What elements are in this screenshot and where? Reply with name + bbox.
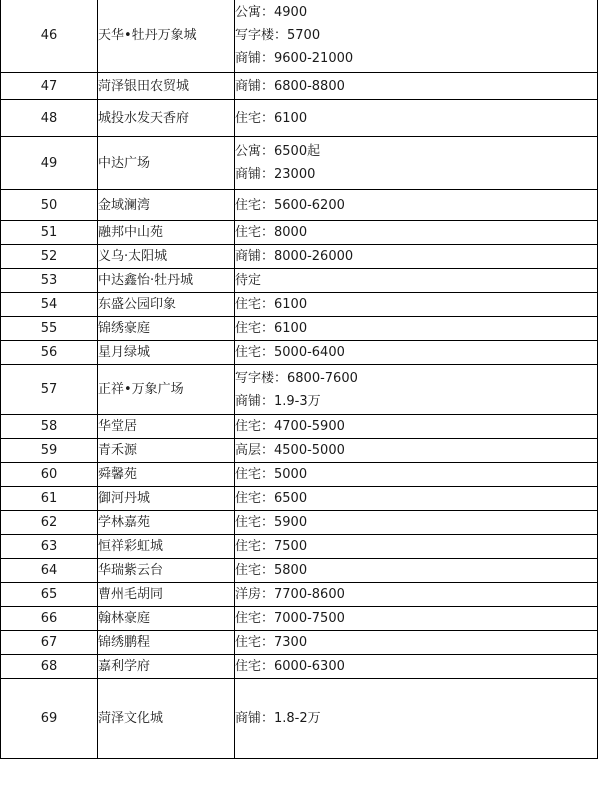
- price-line: 写字楼：5700: [235, 27, 321, 43]
- project-name: 融邦中山苑: [98, 221, 235, 245]
- project-name: 翰林豪庭: [98, 607, 235, 631]
- project-name: 中达鑫怡·牡丹城: [98, 269, 235, 293]
- price-line: 商铺：1.8-2万: [235, 711, 321, 726]
- table-row: [1, 679, 598, 759]
- row-number: 51: [1, 221, 98, 245]
- price-cell: [235, 293, 598, 317]
- row-number: 63: [1, 535, 98, 559]
- project-name: 金域澜湾: [98, 190, 235, 221]
- price-line: 住宅：7000-7500: [235, 611, 345, 626]
- project-name: 星月绿城: [98, 341, 235, 365]
- project-name: 城投水发天香府: [98, 100, 235, 137]
- price-line: 商铺：6800-8800: [235, 78, 345, 94]
- table-row: [1, 655, 598, 679]
- project-name: 菏泽文化城: [98, 679, 235, 759]
- table-row: [1, 365, 598, 415]
- price-line: 住宅：6000-6300: [235, 659, 345, 674]
- project-name: 御河丹城: [98, 487, 235, 511]
- table-row: [1, 221, 598, 245]
- price-line: 公寓：6500起: [235, 144, 321, 159]
- row-number: 46: [1, 0, 98, 73]
- project-name: 锦绣鹏程: [98, 631, 235, 655]
- row-number: 49: [1, 137, 98, 190]
- project-name: 嘉利学府: [98, 655, 235, 679]
- price-line: 商铺：1.9-3万: [235, 393, 321, 409]
- price-line: 商铺：23000: [235, 167, 316, 182]
- price-line: 洋房：7700-8600: [235, 587, 345, 602]
- row-number: 59: [1, 439, 98, 463]
- table-row: [1, 269, 598, 293]
- price-cell: [235, 679, 598, 759]
- price-line: 待定: [235, 273, 262, 288]
- project-name: 菏泽银田农贸城: [98, 73, 235, 100]
- project-name: 恒祥彩虹城: [98, 535, 235, 559]
- table-row: [1, 463, 598, 487]
- price-cell: [235, 221, 598, 245]
- price-line: 住宅：5000-6400: [235, 345, 345, 360]
- price-line: 住宅：6100: [235, 321, 308, 336]
- row-number: 48: [1, 100, 98, 137]
- project-name: 正祥•万象广场: [98, 365, 235, 415]
- price-cell: [235, 190, 598, 221]
- price-cell: [235, 0, 598, 73]
- price-cell: [235, 655, 598, 679]
- price-cell: [235, 439, 598, 463]
- row-number: 52: [1, 245, 98, 269]
- price-cell: [235, 583, 598, 607]
- price-line: 写字楼：6800-7600: [235, 370, 358, 386]
- price-cell: [235, 463, 598, 487]
- project-name: 舜馨苑: [98, 463, 235, 487]
- table-row: [1, 607, 598, 631]
- row-number: 66: [1, 607, 98, 631]
- row-number: 64: [1, 559, 98, 583]
- price-line: 商铺：9600-21000: [235, 50, 354, 66]
- price-cell: [235, 73, 598, 100]
- row-number: 47: [1, 73, 98, 100]
- price-line: 高层：4500-5000: [235, 443, 345, 458]
- project-name: 东盛公园印象: [98, 293, 235, 317]
- price-line: 住宅：5000: [235, 467, 308, 482]
- price-line: 住宅：7300: [235, 635, 308, 650]
- table-row: [1, 100, 598, 137]
- table-row: [1, 0, 598, 73]
- row-number: 58: [1, 415, 98, 439]
- row-number: 55: [1, 317, 98, 341]
- price-table-body: [1, 0, 598, 759]
- price-cell: [235, 269, 598, 293]
- table-row: [1, 245, 598, 269]
- table-row: [1, 317, 598, 341]
- price-line: 住宅：6100: [235, 297, 308, 312]
- project-name: 曹州毛胡同: [98, 583, 235, 607]
- row-number: 62: [1, 511, 98, 535]
- price-line: 住宅：4700-5900: [235, 419, 345, 434]
- table-row: [1, 73, 598, 100]
- price-cell: [235, 137, 598, 190]
- price-line: 商铺：8000-26000: [235, 249, 354, 264]
- price-line: 住宅：8000: [235, 225, 308, 240]
- price-cell: [235, 487, 598, 511]
- price-line: 住宅：5900: [235, 515, 308, 530]
- table-row: [1, 439, 598, 463]
- price-line: 住宅：6100: [235, 110, 308, 126]
- row-number: 68: [1, 655, 98, 679]
- table-row: [1, 487, 598, 511]
- table-row: [1, 341, 598, 365]
- project-name: 中达广场: [98, 137, 235, 190]
- table-row: [1, 137, 598, 190]
- project-name: 青禾源: [98, 439, 235, 463]
- price-cell: [235, 535, 598, 559]
- row-number: 69: [1, 679, 98, 759]
- table-row: [1, 293, 598, 317]
- price-line: 公寓：4900: [235, 4, 308, 20]
- price-line: 住宅：7500: [235, 539, 308, 554]
- table-row: [1, 190, 598, 221]
- row-number: 53: [1, 269, 98, 293]
- project-name: 华瑞紫云台: [98, 559, 235, 583]
- row-number: 61: [1, 487, 98, 511]
- project-name: 义乌·太阳城: [98, 245, 235, 269]
- project-name: 天华•牡丹万象城: [98, 0, 235, 73]
- row-number: 60: [1, 463, 98, 487]
- project-name: 华堂居: [98, 415, 235, 439]
- table-row: [1, 511, 598, 535]
- price-cell: [235, 341, 598, 365]
- table-row: [1, 559, 598, 583]
- price-cell: [235, 100, 598, 137]
- table-row: [1, 631, 598, 655]
- row-number: 54: [1, 293, 98, 317]
- table-row: [1, 535, 598, 559]
- price-cell: [235, 559, 598, 583]
- price-line: 住宅：5600-6200: [235, 197, 345, 213]
- row-number: 65: [1, 583, 98, 607]
- price-cell: [235, 317, 598, 341]
- table-row: [1, 583, 598, 607]
- price-cell: [235, 511, 598, 535]
- price-cell: [235, 415, 598, 439]
- row-number: 67: [1, 631, 98, 655]
- row-number: 56: [1, 341, 98, 365]
- price-cell: [235, 245, 598, 269]
- project-name: 锦绣豪庭: [98, 317, 235, 341]
- row-number: 57: [1, 365, 98, 415]
- price-line: 住宅：5800: [235, 563, 308, 578]
- table-row: [1, 415, 598, 439]
- price-line: 住宅：6500: [235, 491, 308, 506]
- price-cell: [235, 365, 598, 415]
- price-cell: [235, 607, 598, 631]
- project-name: 学林嘉苑: [98, 511, 235, 535]
- row-number: 50: [1, 190, 98, 221]
- price-cell: [235, 631, 598, 655]
